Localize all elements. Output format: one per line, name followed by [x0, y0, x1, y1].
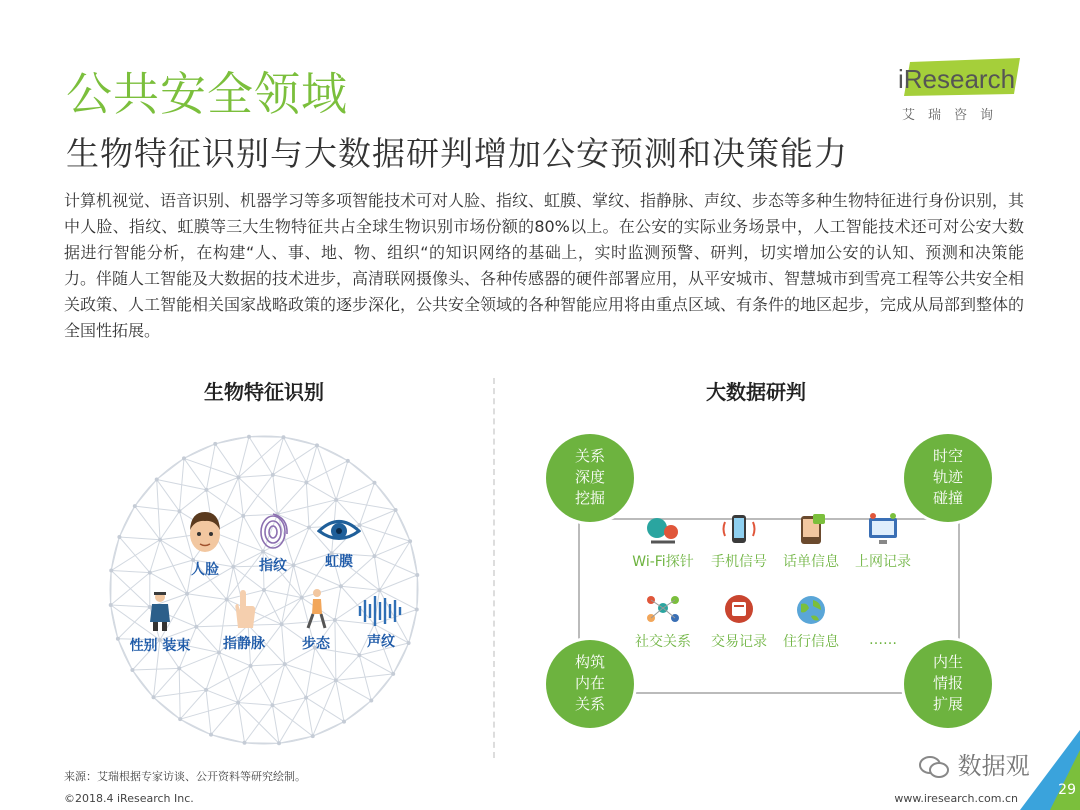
page-subtitle: 生物特征识别与大数据研判增加公安预测和决策能力	[66, 134, 848, 173]
phone-icon	[719, 512, 759, 548]
bio-item-voiceprint: 声纹	[354, 594, 408, 651]
person-icon	[146, 590, 174, 632]
globe-icon	[791, 592, 831, 628]
body-paragraph: 计算机视觉、语音识别、机器学习等多项智能技术可对人脸、指纹、虹膜、掌纹、指静脉、声纹、步态等多种生物特征进行身份识别，其中人脸、指纹、虹膜等三大生物特征共占全球生物识别市场份额的80%以上。在公安的实际业务场景中，人工智能技术还可对公安大数据进行智能分析，在构建“人、事、地、物、组织“的知识网络的基础上，实时监测预警、研判，切实增加公安的认知、预测和决策能力。伴随人工智能及大数据的技术进步，高清联网摄像头、各种传感器的硬件部署应用，从平安城市、智慧城市到雪亮工程等公共安全相关政策、人工智能相关国家战略政策的逐步深化，公共安全领域的各种智能应用将由重点区域、有条件的地区起步，完成从局部到整体的全国性拓展。	[64, 191, 1025, 340]
website-url: www.iresearch.com.cn	[894, 792, 1018, 805]
watermark: 数据观	[918, 746, 1030, 781]
wifi-icon	[643, 512, 683, 548]
logo-subtext: 艾瑞咨询	[902, 108, 1007, 123]
bd-item-wifi-probe: Wi-Fi探针	[620, 512, 706, 571]
transaction-icon	[719, 592, 759, 628]
corner-circle-intel-extension: 内生 情报 扩展	[904, 640, 992, 728]
bd-item-living-travel-info: 住行信息	[768, 592, 854, 651]
copyright: ©2018.4 iResearch Inc.	[64, 792, 194, 805]
bd-item-more: ……	[869, 632, 897, 648]
bd-item-call-records: 话单信息	[768, 512, 854, 571]
page-title: 公共安全领域	[66, 67, 348, 121]
bd-item-phone-signal: 手机信号	[696, 512, 782, 571]
source-note: 来源：艾瑞根据专家访谈、公开资料等研究绘制。	[64, 770, 306, 783]
page-corner-shape	[1010, 730, 1080, 810]
call-record-icon	[791, 512, 831, 548]
bio-item-iris: 虹膜	[314, 514, 364, 571]
bio-item-finger-vein: 指静脉	[216, 588, 272, 653]
bigdata-title: 大数据研判	[706, 380, 806, 404]
wechat-icon	[918, 755, 950, 779]
bd-item-internet-records: 上网记录	[840, 512, 926, 571]
social-icon	[643, 592, 683, 628]
bio-item-face: 人脸	[180, 508, 230, 579]
section-divider	[493, 378, 495, 758]
biometrics-title: 生物特征识别	[204, 380, 324, 404]
fingerprint-icon	[256, 512, 290, 552]
hand-icon	[228, 588, 260, 630]
bd-item-transaction-records: 交易记录	[696, 592, 782, 651]
eye-icon	[317, 514, 361, 548]
page-number: 29	[1058, 782, 1076, 798]
face-icon	[185, 508, 225, 556]
bio-item-gender-attire: 性别 装束	[124, 590, 196, 655]
corner-circle-relation-mining: 关系 深度 挖掘	[546, 434, 634, 522]
corner-circle-build-relation: 构筑 内在 关系	[546, 640, 634, 728]
bio-item-gait: 步态	[296, 588, 336, 653]
iresearch-logo	[892, 58, 1022, 124]
bd-item-social-relations: 社交关系	[620, 592, 706, 651]
walking-icon	[303, 588, 329, 630]
internet-icon	[863, 512, 903, 548]
logo-text: iResearch	[898, 64, 1016, 94]
soundwave-icon	[356, 594, 406, 628]
corner-circle-spacetime-track: 时空 轨迹 碰撞	[904, 434, 992, 522]
bio-item-fingerprint: 指纹	[250, 512, 296, 575]
